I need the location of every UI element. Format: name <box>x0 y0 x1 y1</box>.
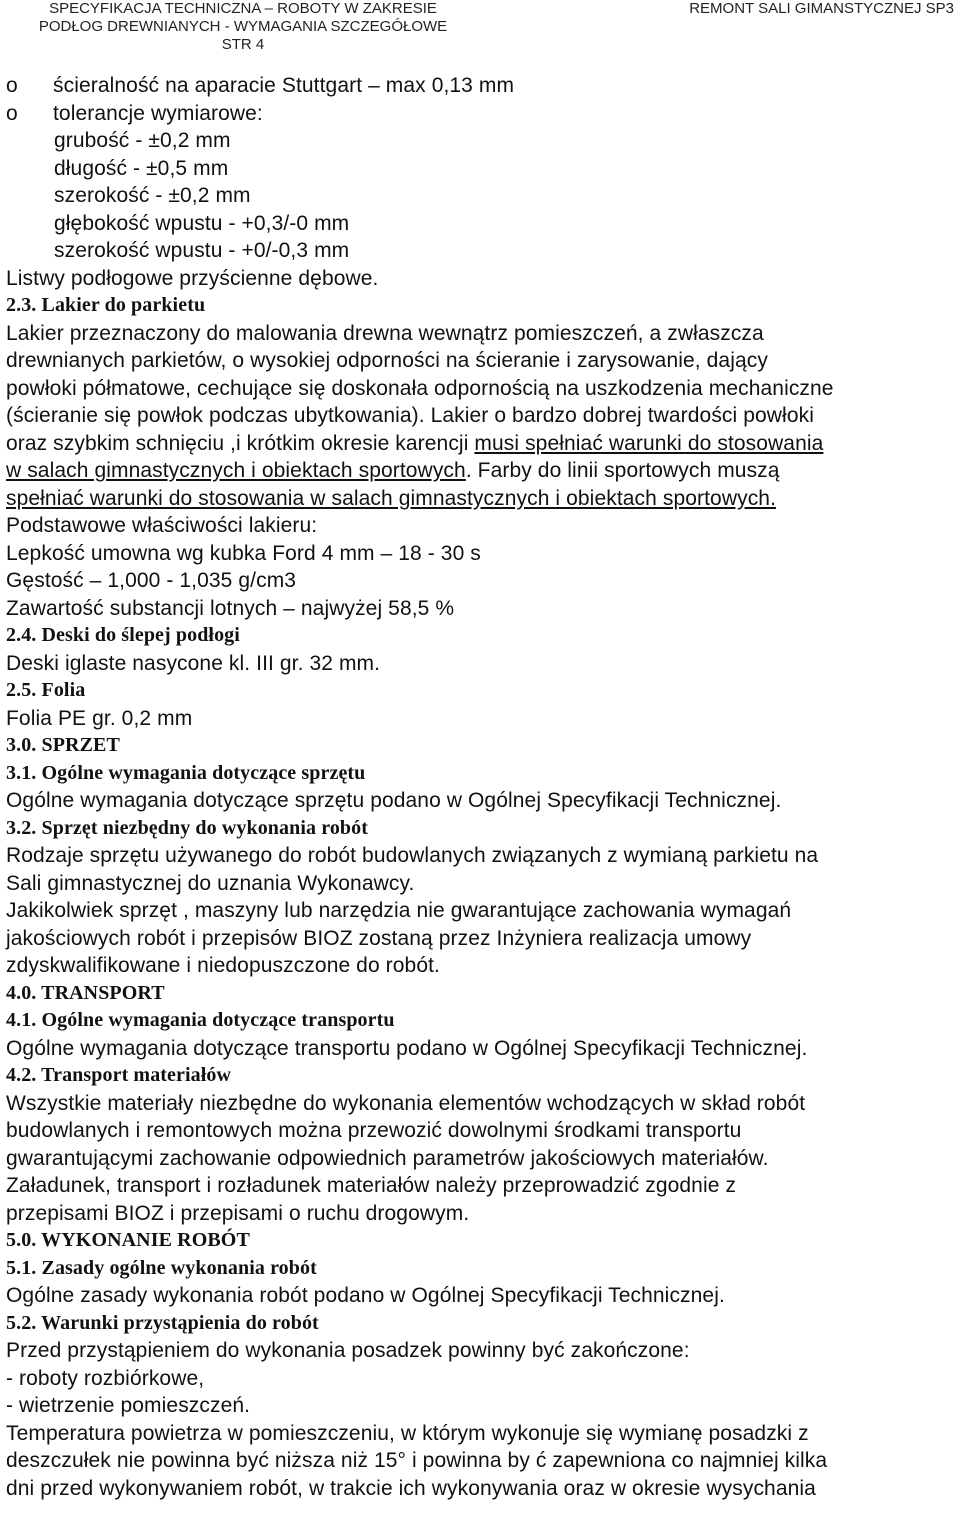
bullet-marker: o <box>6 101 18 125</box>
property-line: Lepkość umowna wg kubka Ford 4 mm – 18 - 30 s <box>6 541 481 565</box>
section-heading: 4.1. Ogólne wymagania dotyczące transportu <box>6 1009 395 1031</box>
section-heading: 2.5. Folia <box>6 679 86 701</box>
text-span: oraz szybkim schnięciu ,i krótkim okresie karencji <box>6 431 475 455</box>
property-line: Zawartość substancji lotnych – najwyżej 58,5 % <box>6 596 455 620</box>
header-left <box>8 0 478 54</box>
header-right: REMONT SALI GIMANSTYCZNEJ SP3 <box>689 0 954 17</box>
paragraph-line: Załadunek, transport i rozładunek materiałów należy przeprowadzić zgodnie z <box>6 1174 737 1197</box>
paragraph-line <box>6 457 954 485</box>
list-item <box>6 100 954 128</box>
property-line: Gęstość – 1,000 - 1,035 g/cm3 <box>6 569 297 592</box>
underlined-text: musi spełniać warunki do stosowania <box>474 431 824 455</box>
underlined-line: spełniać warunki do stosowania w salach gimnastycznych i obiektach sportowych. <box>6 486 777 510</box>
underlined-text: w salach gimnastycznych i obiektach sportowych <box>6 459 466 482</box>
paragraph-line: Listwy podłogowe przyścienne dębowe. <box>6 266 379 290</box>
list-item-text: ścieralność na aparacie Stuttgart – max 0,13 mm <box>53 74 515 97</box>
paragraph-line: Sali gimnastycznej do uznania Wykonawcy. <box>6 871 415 895</box>
paragraph-line: dni przed wykonywaniem robót, w trakcie ich wykonywania oraz w okresie wysychania <box>6 1476 816 1500</box>
paragraph-line: zdyskwalifikowane i niedopuszczone do robót. <box>6 954 440 977</box>
section-heading: 5.1. Zasady ogólne wykonania robót <box>6 1256 317 1279</box>
tolerance-line: szerokość wpustu - +0/-0,3 mm <box>54 239 350 262</box>
tolerance-line: szerokość - ±0,2 mm <box>54 184 251 207</box>
page-header <box>0 0 960 56</box>
list-item <box>6 72 954 100</box>
text-span: . Farby do linii sportowych muszą <box>465 459 780 482</box>
paragraph-line: gwarantującymi zachowanie odpowiednich parametrów jakościowych materiałów. <box>6 1146 769 1170</box>
paragraph-line: Folia PE gr. 0,2 mm <box>6 706 193 730</box>
paragraph-line <box>6 430 954 458</box>
header-page-number: STR 4 <box>221 36 265 53</box>
paragraph-line: - roboty rozbiórkowe, <box>6 1366 205 1390</box>
paragraph-line: Jakikolwiek sprzęt , maszyny lub narzędzia nie gwarantujące zachowania wymagań <box>6 899 792 922</box>
header-title-line1: SPECYFIKACJA TECHNICZNA – ROBOTY W ZAKRESIE <box>49 0 437 17</box>
bullet-marker: o <box>6 74 18 97</box>
paragraph-line: budowlanych i remontowych można przewozić dowolnymi środkami transportu <box>6 1119 742 1142</box>
header-title-line2: PODŁOG DREWNIANYCH - WYMAGANIA SZCZEGÓŁOWE <box>38 18 448 35</box>
tolerance-line: głębokość wpustu - +0,3/-0 mm <box>54 211 350 235</box>
section-heading: 5.0. WYKONANIE ROBÓT <box>6 1229 250 1251</box>
paragraph-line: Temperatura powietrza w pomieszczeniu, w którym wykonuje się wymianę posadzki z <box>6 1421 809 1445</box>
paragraph-line: Wszystkie materiały niezbędne do wykonania elementów wchodzących w skład robót <box>6 1091 806 1115</box>
section-heading: 2.3. Lakier do parkietu <box>6 294 206 316</box>
section-heading: 3.2. Sprzęt niezbędny do wykonania robót <box>6 816 369 839</box>
paragraph-line: Ogólne wymagania dotyczące sprzętu podano w Ogólnej Specyfikacji Technicznej. <box>6 789 782 812</box>
paragraph-line: deszczułek nie powinna być niższa niż 15° i powinna by ć zapewniona co najmniej kilka <box>6 1449 828 1472</box>
list-item-text: tolerancje wymiarowe: <box>53 101 263 125</box>
paragraph-line: (ścieranie się powłok podczas ubytkowania). Lakier o bardzo dobrej twardości powłoki <box>6 404 814 427</box>
tolerance-line: długość - ±0,5 mm <box>54 156 229 180</box>
paragraph-line: Podstawowe właściwości lakieru: <box>6 514 318 537</box>
paragraph-line: Rodzaje sprzętu używanego do robót budowlanych związanych z wymianą parkietu na <box>6 844 819 867</box>
paragraph-line: drewnianych parkietów, o wysokiej odporności na ścieranie i zarysowanie, dający <box>6 349 768 372</box>
section-heading: 2.4. Deski do ślepej podłogi <box>6 624 240 646</box>
paragraph-line: Lakier przeznaczony do malowania drewna wewnątrz pomieszczeń, a zwłaszcza <box>6 321 764 345</box>
section-heading: 3.0. SPRZET <box>6 734 120 756</box>
paragraph-line: jakościowych robót i przepisów BIOZ zostaną przez Inżyniera realizacja umowy <box>6 926 752 950</box>
section-heading: 5.2. Warunki przystąpienia do robót <box>6 1311 319 1334</box>
tolerance-line: grubość - ±0,2 mm <box>54 129 231 152</box>
document-body <box>6 72 954 1502</box>
paragraph-line: Deski iglaste nasycone kl. III gr. 32 mm. <box>6 651 381 675</box>
paragraph-line: Ogólne wymagania dotyczące transportu podano w Ogólnej Specyfikacji Technicznej. <box>6 1036 808 1060</box>
section-heading: 3.1. Ogólne wymagania dotyczące sprzętu <box>6 761 366 784</box>
paragraph-line: powłoki półmatowe, cechujące się doskonała odpornością na uszkodzenia mechaniczne <box>6 376 834 400</box>
paragraph-line: przepisami BIOZ i przepisami o ruchu drogowym. <box>6 1201 470 1225</box>
paragraph-line: - wietrzenie pomieszczeń. <box>6 1394 251 1417</box>
section-heading: 4.0. TRANSPORT <box>6 981 165 1004</box>
paragraph-line: Ogólne zasady wykonania robót podano w Ogólnej Specyfikacji Technicznej. <box>6 1284 725 1307</box>
paragraph-line: Przed przystąpieniem do wykonania posadzek powinny być zakończone: <box>6 1339 690 1362</box>
section-heading: 4.2. Transport materiałów <box>6 1064 232 1086</box>
